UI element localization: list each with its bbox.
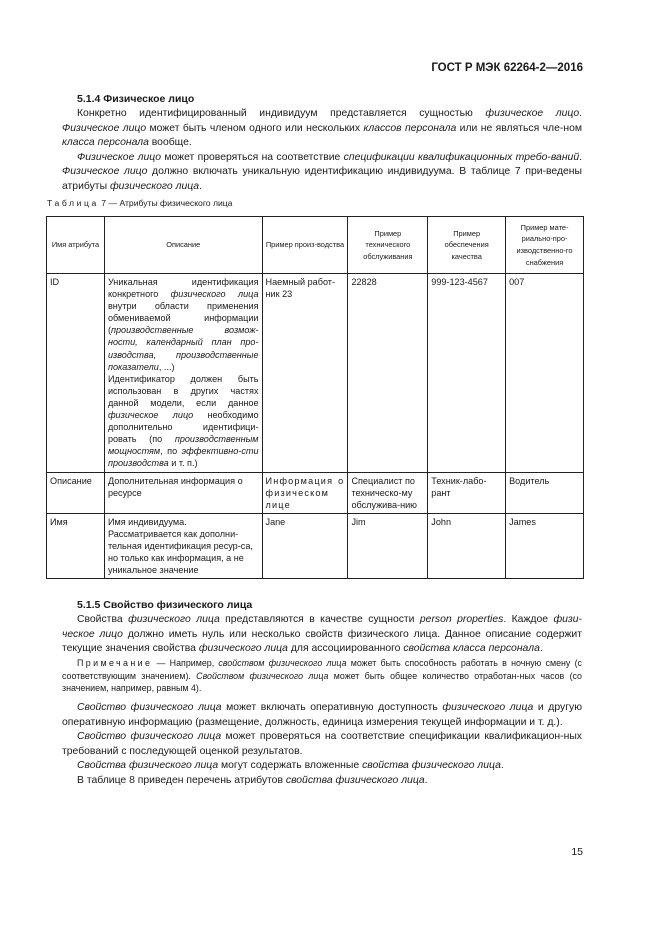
table-header-row (47, 217, 584, 274)
example-cell: Наемный работ-ник 23 (262, 274, 348, 473)
paragraph: Свойство физического лица может включать оперативную доступность физического лица и другую оперативную информацию (размещение, должность, единица измерения текущей информации и т. д.). (62, 702, 582, 728)
section-5-1-5-title: 5.1.5 Свойство физического лица (77, 599, 253, 611)
section-5-1-5-body (62, 613, 582, 657)
note-text: Примечание — Например, свойством физического лица может быть способность работать в ночную смену (с соответствующим значением). Свойством физического лица может быть общее количество отработан-ных часов (со значением, например, равным 4). (62, 658, 582, 693)
document-header: ГОСТ Р МЭК 62264-2—2016 (431, 62, 583, 74)
example-cell: 999-123-4567 (428, 274, 506, 473)
paragraph: Свойства физического лица могут содержать вложенные свойства физического лица. (77, 760, 504, 771)
section-5-1-4-body (62, 107, 582, 194)
note-block (62, 657, 582, 695)
paragraph: Свойства физического лица представляются в качестве сущности person properties. Каждое физи-ческое лицо должно иметь нуль или несколько свойств физического лица. Данное описание содержит текущие значения свойства физического лица для ассоциированного свойства класса персонала. (62, 614, 582, 654)
section-5-1-5-body-cont (62, 701, 582, 788)
example-cell: Jane (262, 513, 348, 578)
attr-desc-cell: Имя индивидуума. Рассматривается как дополни-тельная идентификация ресур-са, но только как информация, а не уникальное значение (104, 513, 262, 578)
example-cell: Водитель (506, 472, 584, 513)
example-cell: James (506, 513, 584, 578)
header-cell: Пример произ-водства (262, 217, 348, 274)
example-cell: Информация о физическом лице (262, 472, 348, 513)
example-cell: John (428, 513, 506, 578)
page-number: 15 (571, 846, 583, 858)
header-cell: Пример мате-риально-про-изводственно-го снабжения (506, 217, 584, 274)
example-cell: Jim (348, 513, 428, 578)
attr-name-cell: ID (47, 274, 105, 473)
attr-desc-cell: Дополнительная информация о ресурсе (104, 472, 262, 513)
attr-name-cell: Описание (47, 472, 105, 513)
table-row (47, 513, 584, 578)
table-row (47, 274, 584, 473)
section-5-1-4-title: 5.1.4 Физическое лицо (77, 93, 195, 105)
table-caption: Таблица 7 — Атрибуты физического лица (47, 198, 233, 208)
header-cell: Описание (104, 217, 262, 274)
header-cell: Пример технического обслуживания (348, 217, 428, 274)
header-cell: Имя атрибута (47, 217, 105, 274)
attributes-table (46, 216, 584, 579)
example-cell: Специалист по техническо-му обслужива-нию (348, 472, 428, 513)
paragraph: Свойство физического лица может проверяться на соответствие спецификации квалификацион-ных требований с последующей оценкой результатов. (62, 731, 582, 757)
paragraph: В таблице 8 приведен перечень атрибутов свойства физического лица. (77, 774, 428, 786)
table-row (47, 472, 584, 513)
example-cell: Техник-лабо-рант (428, 472, 506, 513)
example-cell: 22828 (348, 274, 428, 473)
attr-desc-cell: Уникальная идентификация конкретного физического лица внутри области применения обмениваемой информации (производственные возмож-ности, календарный план про-изводства, производственные показатели, ...) Идентификатор должен быть использован в других частях данной модели, если данное физическое лицо необходимо дополнительно идентифици-ровать (по производственным мощностям, по эффективно-сти производства и т. п.) (104, 274, 262, 473)
header-cell: Пример обеспечения качества (428, 217, 506, 274)
paragraph: Физическое лицо может проверяться на соответствие спецификации квалификационных требо-ваний. Физическое лицо должно включать уникальную идентификацию индивидуума. В таблице 7 при-ведены атрибуты физического лица. (62, 151, 582, 192)
paragraph: Конкретно идентифицированный индивидуум представляется сущностью физическое лицо. Физическое лицо может быть членом одного или нескольких классов персонала или не являться чле-ном класса персонала вообще. (62, 108, 583, 148)
example-cell: 007 (506, 274, 584, 473)
attr-name-cell: Имя (47, 513, 105, 578)
